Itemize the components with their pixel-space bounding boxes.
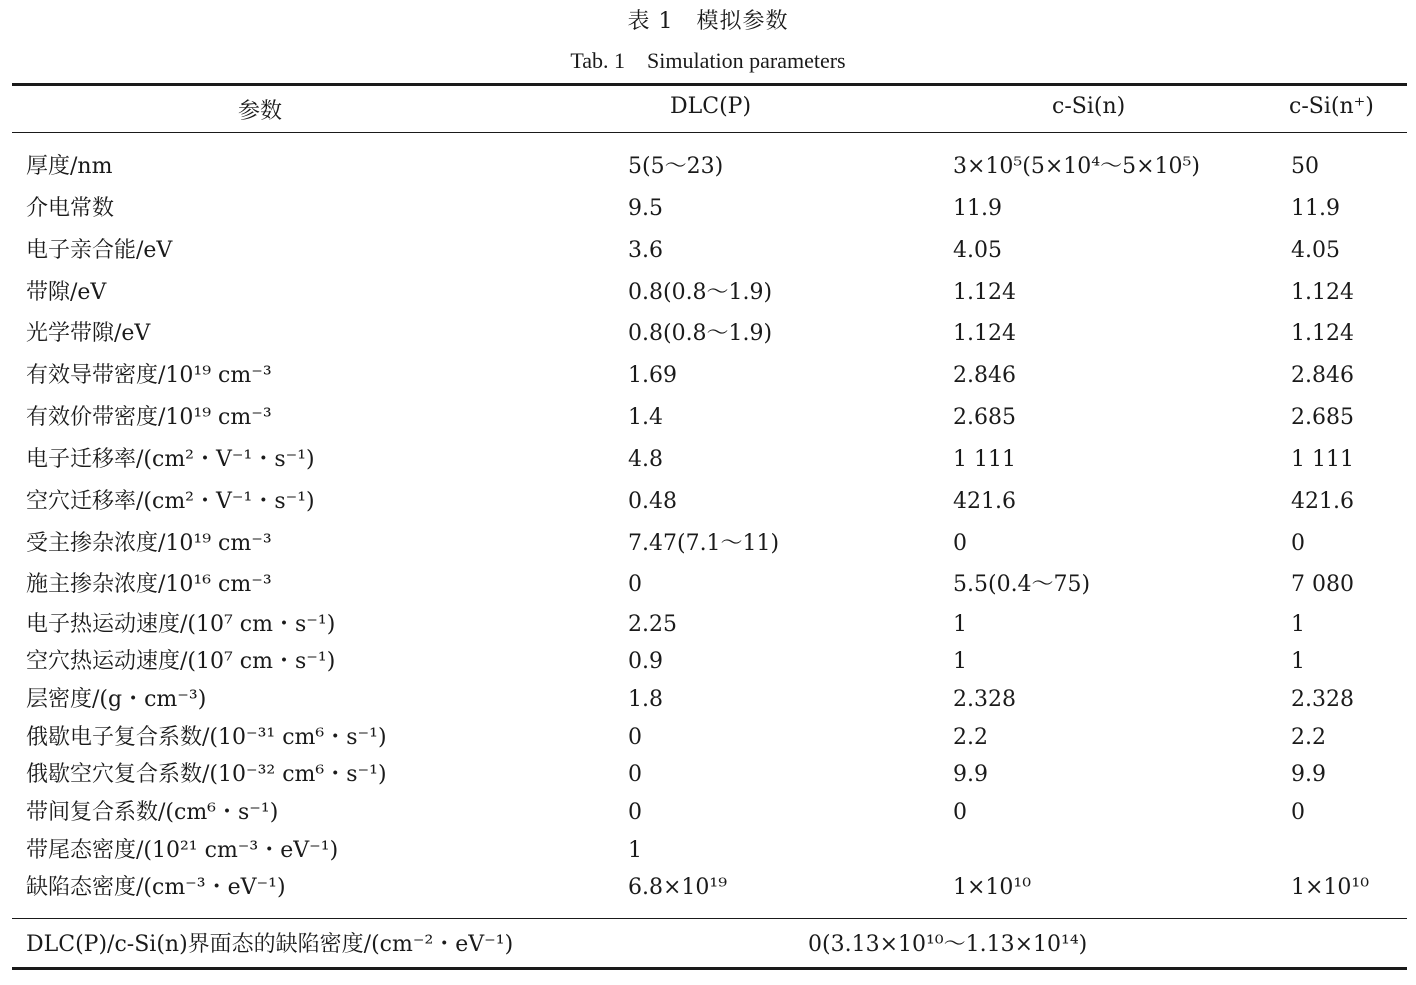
table-row [0,644,1416,680]
cell-c-si-n: 0 [953,800,967,825]
cell-c-si-n-plus: 1×10¹⁰ [1291,875,1370,900]
cell-c-si-n-plus: 2.685 [1291,405,1354,430]
cell-dlc-p: 1.8 [628,687,663,712]
header-c-si-n: c-Si(n) [1052,94,1126,119]
table-row [0,275,1416,311]
cell-c-si-n: 5.5(0.4～75) [953,572,1091,597]
top-rule [12,83,1407,86]
table-row [0,484,1416,520]
cell-parameter: 有效导带密度/10¹⁹ cm⁻³ [26,363,272,388]
cell-dlc-p: 1.69 [628,363,677,388]
bottom-rule [12,967,1407,970]
cell-c-si-n-plus: 0 [1291,800,1305,825]
cell-dlc-p: 1.4 [628,405,663,430]
header-dlc-p: DLC(P) [670,94,752,119]
table-row [0,567,1416,603]
cell-c-si-n-plus: 1.124 [1291,280,1354,305]
cell-c-si-n: 3×10⁵(5×10⁴～5×10⁵) [953,154,1200,179]
cell-parameter: 俄歇空穴复合系数/(10⁻³² cm⁶・s⁻¹) [26,762,387,787]
table-row [0,607,1416,643]
header-rule [12,132,1407,133]
cell-c-si-n-plus: 9.9 [1291,762,1326,787]
cell-c-si-n: 2.685 [953,405,1016,430]
cell-dlc-p: 0 [628,725,642,750]
cell-c-si-n-plus: 1 [1291,649,1305,674]
cell-c-si-n: 421.6 [953,489,1016,514]
cell-parameter: 缺陷态密度/(cm⁻³・eV⁻¹) [26,875,286,900]
cell-parameter: 带隙/eV [26,280,107,305]
cell-c-si-n: 2.846 [953,363,1016,388]
table-row [0,358,1416,394]
table-row [0,442,1416,478]
cell-dlc-p: 7.47(7.1～11) [628,531,780,556]
cell-dlc-p: 6.8×10¹⁹ [628,875,728,900]
cell-c-si-n-plus: 421.6 [1291,489,1354,514]
cell-c-si-n-plus: 1 [1291,612,1305,637]
cell-parameter: 电子热运动速度/(10⁷ cm・s⁻¹) [26,612,336,637]
cell-dlc-p: 0 [628,762,642,787]
cell-c-si-n: 1×10¹⁰ [953,875,1032,900]
cell-parameter: 有效价带密度/10¹⁹ cm⁻³ [26,405,272,430]
cell-c-si-n-plus: 1.124 [1291,321,1354,346]
cell-parameter: 俄歇电子复合系数/(10⁻³¹ cm⁶・s⁻¹) [26,725,387,750]
cell-dlc-p: 0.9 [628,649,663,674]
cell-dlc-p: 0.8(0.8～1.9) [628,280,773,305]
cell-c-si-n: 2.328 [953,687,1016,712]
cell-c-si-n-plus: 2.2 [1291,725,1326,750]
cell-c-si-n-plus: 4.05 [1291,238,1340,263]
table-row [0,191,1416,227]
cell-dlc-p: 1 [628,838,642,863]
cell-parameter: 带间复合系数/(cm⁶・s⁻¹) [26,800,279,825]
cell-parameter: 空穴迁移率/(cm²・V⁻¹・s⁻¹) [26,489,315,514]
cell-dlc-p: 3.6 [628,238,663,263]
cell-c-si-n: 1 [953,612,967,637]
table-row [0,757,1416,793]
cell-c-si-n-plus: 7 080 [1291,572,1354,597]
cell-parameter: 受主掺杂浓度/10¹⁹ cm⁻³ [26,531,272,556]
cell-c-si-n: 1 111 [953,447,1016,472]
cell-parameter: 光学带隙/eV [26,321,151,346]
cell-dlc-p: 4.8 [628,447,663,472]
cell-c-si-n: 11.9 [953,196,1002,221]
cell-dlc-p: 0.8(0.8～1.9) [628,321,773,346]
interface-defect-value: 0(3.13×10¹⁰～1.13×10¹⁴) [808,932,1088,957]
cell-c-si-n-plus: 1 111 [1291,447,1354,472]
cell-c-si-n: 1.124 [953,280,1016,305]
table-row [0,149,1416,185]
table-row [0,833,1416,869]
table-row [0,720,1416,756]
cell-parameter: 施主掺杂浓度/10¹⁶ cm⁻³ [26,572,272,597]
cell-dlc-p: 5(5～23) [628,154,724,179]
table-row [0,870,1416,906]
interface-defect-label: DLC(P)/c-Si(n)界面态的缺陷密度/(cm⁻²・eV⁻¹) [26,932,514,957]
cell-dlc-p: 0.48 [628,489,677,514]
cell-c-si-n-plus: 2.328 [1291,687,1354,712]
cell-c-si-n-plus: 50 [1291,154,1319,179]
cell-parameter: 电子迁移率/(cm²・V⁻¹・s⁻¹) [26,447,315,472]
table-row [0,795,1416,831]
table-row [0,682,1416,718]
table-caption-en: Tab. 1 Simulation parameters [570,48,846,73]
cell-c-si-n: 1 [953,649,967,674]
cell-dlc-p: 9.5 [628,196,663,221]
header-c-si-n-plus: c-Si(n⁺) [1289,94,1374,119]
cell-parameter: 层密度/(g・cm⁻³) [26,687,207,712]
cell-dlc-p: 0 [628,800,642,825]
table-row [0,400,1416,436]
cell-c-si-n: 4.05 [953,238,1002,263]
table-caption-zh: 表 1 模拟参数 [627,9,789,34]
cell-parameter: 介电常数 [26,196,115,221]
cell-c-si-n-plus: 2.846 [1291,363,1354,388]
cell-parameter: 电子亲合能/eV [26,238,173,263]
header-parameter: 参数 [238,99,283,124]
cell-parameter: 厚度/nm [26,154,113,179]
cell-parameter: 带尾态密度/(10²¹ cm⁻³・eV⁻¹) [26,838,339,863]
cell-c-si-n: 9.9 [953,762,988,787]
footer-rule [12,918,1407,919]
cell-c-si-n: 1.124 [953,321,1016,346]
table-row [0,316,1416,352]
cell-dlc-p: 0 [628,572,642,597]
cell-c-si-n-plus: 11.9 [1291,196,1340,221]
cell-c-si-n: 2.2 [953,725,988,750]
cell-dlc-p: 2.25 [628,612,677,637]
table-row [0,233,1416,269]
cell-parameter: 空穴热运动速度/(10⁷ cm・s⁻¹) [26,649,336,674]
table-row [0,526,1416,562]
cell-c-si-n: 0 [953,531,967,556]
cell-c-si-n-plus: 0 [1291,531,1305,556]
